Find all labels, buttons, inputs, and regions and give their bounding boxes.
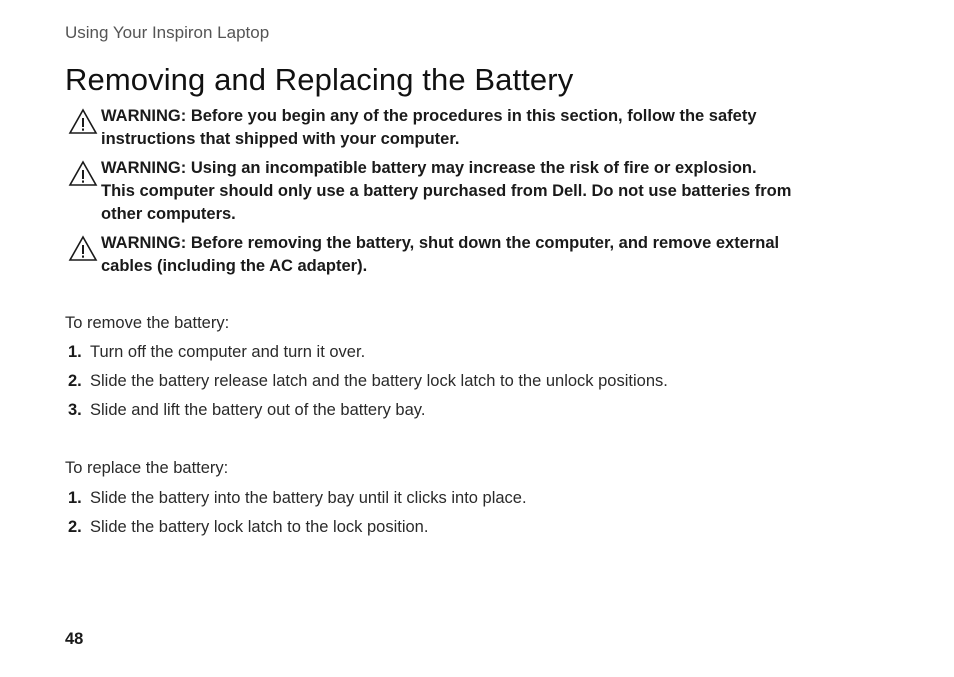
warning-line: WARNING: Before removing the battery, shut down the computer, and remove external: [101, 234, 780, 252]
replace-intro: To replace the battery:: [65, 459, 229, 477]
warning-line: This computer should only use a battery purchased from Dell. Do not use batteries from: [101, 182, 792, 200]
remove-steps-list: [68, 343, 668, 430]
step-number: 1.: [68, 343, 82, 361]
warnings-block: [68, 105, 868, 284]
page-number: 48: [65, 630, 84, 648]
list-item: [68, 372, 668, 401]
step-text: Slide the battery lock latch to the lock position.: [90, 518, 429, 536]
step-text: Slide and lift the battery out of the battery bay.: [90, 401, 426, 419]
warning-triangle-icon: [68, 108, 98, 135]
step-number: 2.: [68, 518, 82, 536]
warning-notice: [68, 232, 868, 278]
step-number: 3.: [68, 401, 82, 419]
warning-line: WARNING: Before you begin any of the procedures in this section, follow the safety: [101, 107, 757, 125]
page-title: Removing and Replacing the Battery: [65, 62, 574, 97]
warning-notice: [68, 105, 868, 151]
step-text: Turn off the computer and turn it over.: [90, 343, 366, 361]
warning-line: other computers.: [101, 205, 236, 223]
list-item: [68, 518, 527, 547]
warning-triangle-icon: [68, 235, 98, 262]
running-header: Using Your Inspiron Laptop: [65, 23, 270, 42]
list-item: [68, 489, 527, 518]
warning-line: WARNING: Using an incompatible battery may increase the risk of fire or explosion.: [101, 159, 757, 177]
step-number: 2.: [68, 372, 82, 390]
list-item: [68, 343, 668, 372]
step-text: Slide the battery release latch and the battery lock latch to the unlock positions.: [90, 372, 668, 390]
list-item: [68, 401, 668, 430]
warning-line: cables (including the AC adapter).: [101, 257, 368, 275]
warning-notice: [68, 157, 868, 226]
step-number: 1.: [68, 489, 82, 507]
replace-steps-list: [68, 489, 527, 547]
warning-triangle-icon: [68, 160, 98, 187]
step-text: Slide the battery into the battery bay until it clicks into place.: [90, 489, 527, 507]
warning-line: instructions that shipped with your computer.: [101, 130, 460, 148]
remove-intro: To remove the battery:: [65, 314, 230, 332]
